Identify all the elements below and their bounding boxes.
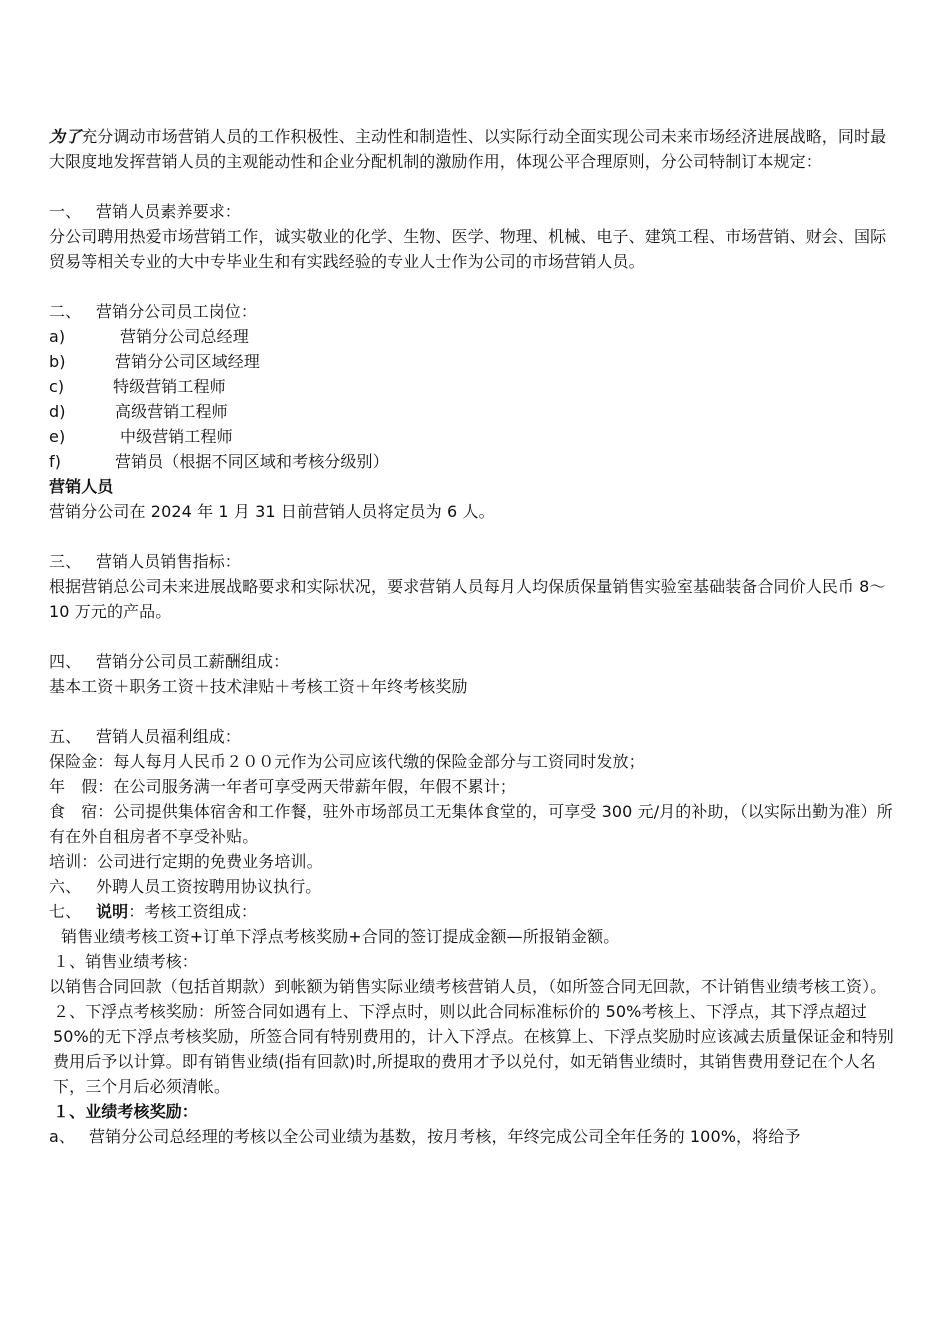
list-item: f) 营销员（根据不同区域和考核分级别）: [49, 452, 389, 471]
list-item: d) 高级营销工程师: [49, 402, 228, 421]
subsection-reward-a: a、 营销分公司总经理的考核以全公司业绩为基数，按月考核，年终完成公司全年任务的 100%，将给予: [49, 1127, 801, 1146]
spacer: [49, 699, 901, 724]
benefit-leave: 年 假：在公司服务满一年者可享受两天带薪年假，年假不累计；: [49, 777, 516, 796]
list-item: e) 中级营销工程师: [49, 427, 233, 446]
document-body: [49, 124, 901, 1149]
list-item: a) 营销分公司总经理: [49, 327, 249, 346]
staff-text: 营销分公司在 2024 年 1 月 31 日前营销人员将定员为 6 人。: [49, 502, 495, 521]
spacer: [49, 524, 901, 549]
section-1-text: 分公司聘用热爱市场营销工作，诚实敬业的化学、生物、医学、物理、机械、电子、建筑工程、市场营销、财会、国际贸易等相关专业的大中专毕业生和有实践经验的专业人士作为公司的市场营销人员。: [49, 227, 887, 271]
subsection-sales-title: １、销售业绩考核：: [53, 952, 198, 971]
intro-text: 充分调动市场营销人员的工作积极性、主动性和制造性、以实际行动全面实现公司未来市场经济进展战略，同时最大限度地发挥营销人员的主观能动性和企业分配机制的激励作用，体现公平合理原则，分公司特制订本规定：: [49, 127, 887, 171]
section-1-heading: 一、 营销人员素养要求：: [49, 202, 241, 221]
list-item: c) 特级营销工程师: [49, 377, 226, 396]
subsection-floating-text: ２、下浮点考核奖励：所签合同如遇有上、下浮点时，则以此合同标准标价的 50%考核上、下浮点，其下浮点超过 50%的无下浮点考核奖励，所签合同有特别费用的，计入下浮点。在核算上、下浮点奖励时应该减去质量保证金和特别费用后予以计算。即有销售业绩(指有回款)时,所提取的费用才予以兑付，如无销售业绩时，其销售费用登记在个人名下，三个月后必须清帐。: [53, 1002, 894, 1096]
section-4-text: 基本工资＋职务工资＋技术津贴＋考核工资＋年终考核奖励: [49, 677, 468, 696]
subsection-reward-title: １、业绩考核奖励：: [53, 1102, 198, 1121]
section-5-heading: 五、 营销人员福利组成：: [49, 727, 241, 746]
spacer: [49, 274, 901, 299]
section-7-heading: 七、 说明：考核工资组成：: [49, 902, 258, 921]
subsection-sales-text: 以销售合同回款（包括首期款）到帐额为销售实际业绩考核营销人员，（如所签合同无回款，不计销售业绩考核工资）。: [49, 977, 887, 996]
intro-paragraph: [49, 124, 901, 174]
spacer: [49, 624, 901, 649]
intro-lead: 为了: [49, 127, 82, 146]
spacer: [49, 174, 901, 199]
staff-heading: 营销人员: [49, 477, 114, 496]
benefit-training: 培训：公司进行定期的免费业务培训。: [49, 852, 323, 871]
benefit-board: 食 宿：公司提供集体宿舍和工作餐，驻外市场部员工无集体食堂的，可享受 300 元/月的补助，（以实际出勤为准）所有在外自租房者不享受补贴。: [49, 802, 893, 846]
section-3-heading: 三、 营销人员销售指标：: [49, 552, 241, 571]
section-4-heading: 四、 营销分公司员工薪酬组成：: [49, 652, 290, 671]
benefit-insurance: 保险金：每人每月人民币２００元作为公司应该代缴的保险金部分与工资同时发放；: [49, 752, 645, 771]
list-item: b) 营销分公司区域经理: [49, 352, 260, 371]
wage-formula: 销售业绩考核工资+订单下浮点考核奖励+合同的签订提成金额—所报销金额。: [61, 927, 620, 946]
section-6-heading: 六、 外聘人员工资按聘用协议执行。: [49, 877, 322, 896]
section-3-text: 根据营销总公司未来进展战略要求和实际状况，要求营销人员每月人均保质保量销售实验室基础装备合同价人民币 8～10 万元的产品。: [49, 577, 886, 621]
section-2-heading: 二、 营销分公司员工岗位：: [49, 302, 258, 321]
